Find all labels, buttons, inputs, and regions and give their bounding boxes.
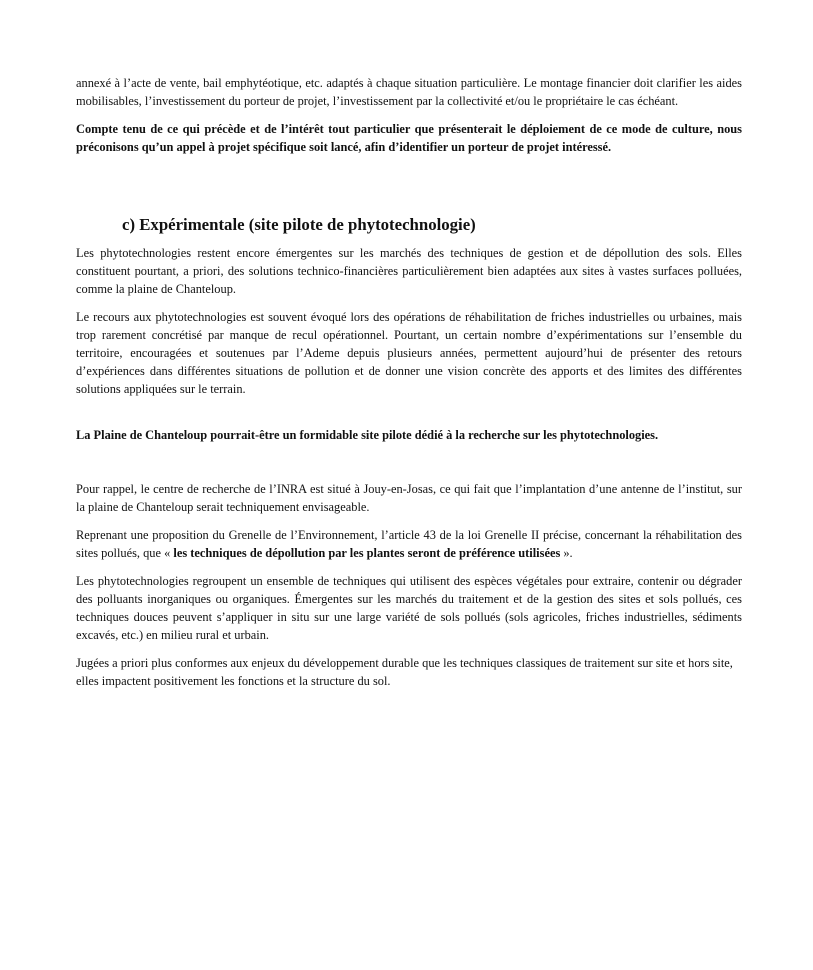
body-paragraph-5: Les phytotechnologies regroupent un ensemble de techniques qui utilisent des espèces végétales pour extraire, contenir ou dégrader des polluants inorganiques ou organiques. Émergentes sur les marchés du traitement et de la gestion des sites et sols pollués, ces techniques douces peuvent s’appliquer in situ sur une large variété de sols pollués (sols agricoles, friches industrielles, sédiments excavés, etc.) en milieu rural et urbain. [76,574,742,642]
section-heading: c) Expérimentale (site pilote de phytotechnologie) [122,215,476,234]
grenelle-closing-text: ». [560,546,573,560]
grenelle-quote-emphasis: les techniques de dépollution par les plantes seront de préférence utilisées [173,546,561,560]
body-paragraph-1: Les phytotechnologies restent encore émergentes sur les marchés des techniques de gestion et de dépollution des sols. Elles constituent pourtant, a priori, des solutions technico-financières particulièrement bien adaptées aux sites à vastes surfaces polluées, comme la plaine de Chanteloup. [76,246,742,296]
body-paragraph-4 [76,526,742,562]
body-paragraph-2: Le recours aux phytotechnologies est souvent évoqué lors des opérations de réhabilitation de friches industrielles ou urbaines, mais trop rarement concrétisé par manque de recul opérationnel. Pourtant, un certain nombre d’expérimentations sur l’ensemble du territoire, encouragées et soutenues par l’Ademe depuis plusieurs années, permettent aujourd’hui de présenter des retours d’expériences dans différentes situations de pollution et de donner une vision concrète des apports et des limites des différentes solutions appliquées sur le terrain. [76,310,742,396]
body-paragraph-6: Jugées a priori plus conformes aux enjeux du développement durable que les techniques classiques de traitement sur site et hors site, elles impactent positivement les fonctions et la structure du sol. [76,656,733,688]
intro-paragraph: annexé à l’acte de vente, bail emphytéotique, etc. adaptés à chaque situation particulière. Le montage financier doit clarifier les aides mobilisables, l’investissement du porteur de projet, l’investissement par la collectivité et/ou le propriétaire le cas échéant. [76,76,742,108]
document-page [76,74,742,690]
recommendation-paragraph: Compte tenu de ce qui précède et de l’intérêt tout particulier que présenterait le déploiement de ce mode de culture, nous préconisons qu’un appel à projet spécifique soit lancé, afin d’identifier un porteur de projet intéressé. [76,122,742,154]
body-paragraph-3: Pour rappel, le centre de recherche de l’INRA est situé à Jouy-en-Josas, ce qui fait que l’implantation d’une antenne de l’institut, sur la plaine de Chanteloup serait techniquement envisageable. [76,482,742,514]
pilot-site-statement: La Plaine de Chanteloup pourrait-être un formidable site pilote dédié à la recherche sur les phytotechnologies. [76,428,659,442]
grenelle-intro-text: Reprenant une proposition du Grenelle de l’Environnement, l’article 43 de la loi Grenelle II précise, concernant la réhabilitation des sites pollués, que « [76,528,742,560]
